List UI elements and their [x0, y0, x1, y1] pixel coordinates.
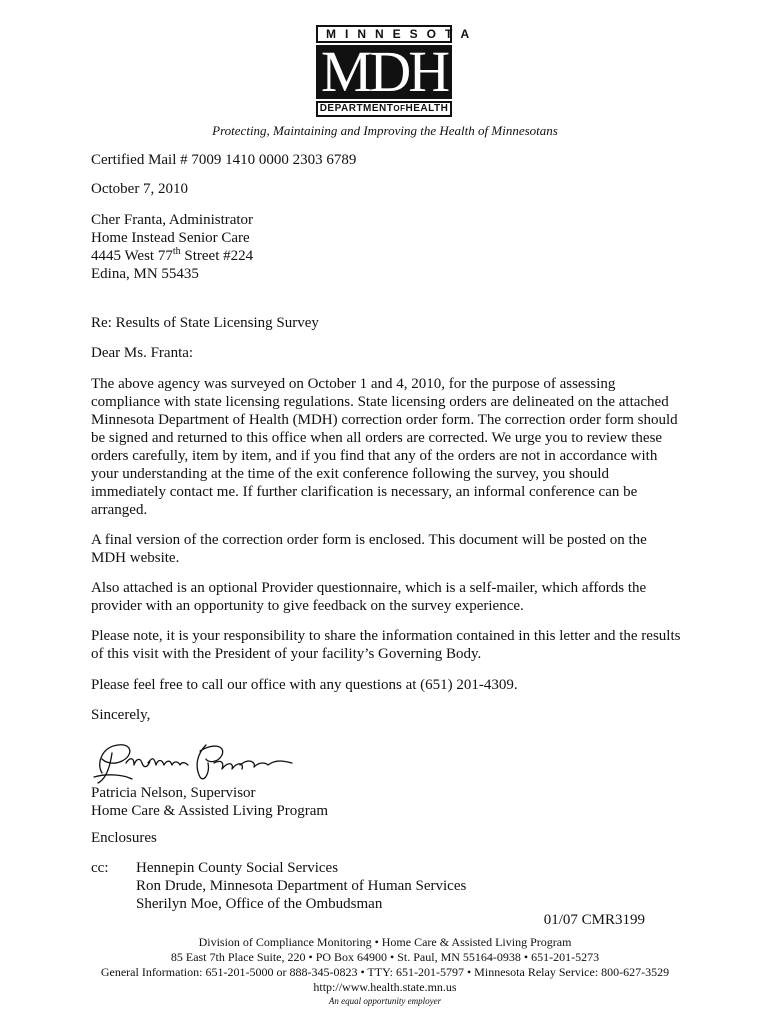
logo-of-word: OF — [393, 104, 406, 113]
recipient-street — [91, 247, 691, 265]
paragraph-questionnaire: Also attached is an optional Provider questionnaire, which is a self-mailer, which affords the provider with an opportunity to give feedback on the survey experience. — [91, 580, 647, 614]
signer-program: Home Care & Assisted Living Program — [91, 803, 329, 819]
recipient-address — [91, 211, 691, 283]
footer-address: 85 East 7th Place Suite, 220 • PO Box 64900 • St. Paul, MN 55164-0938 • 651-201-5273 — [170, 950, 600, 964]
paragraph-contact: Please feel free to call our office with any questions at (651) 201-4309. — [91, 677, 518, 693]
recipient-city: Edina, MN 55435 — [91, 266, 199, 282]
cc-recipient: Sherilyn Moe, Office of the Ombudsman — [136, 896, 383, 912]
cc-recipient: Hennepin County Social Services — [136, 860, 339, 876]
form-code: 01/07 CMR3199 — [543, 912, 645, 928]
logo-health-word: HEALTH — [405, 103, 449, 114]
street-rest: Street #224 — [180, 248, 254, 264]
paragraph-survey-results: The above agency was surveyed on October 1 and 4, 2010, for the purpose of assessing compliance with state licensing regulations. State licensing orders are delineated on the attached Minnesota Department of Health (MDH) correction order form. The correction order form should be signed and returned to this office when all orders are corrected. We urge you to review these orders carefully, item by item, and if you find that any of the orders are not in accordance with your understanding at the time of the exit conference following the survey, you should immediately contact me. If further clarification is necessary, an informal conference can be arranged. — [91, 376, 678, 518]
signature-block — [91, 784, 691, 820]
letter-date: October 7, 2010 — [91, 181, 189, 197]
paragraph-responsibility: Please note, it is your responsibility to share the information contained in this letter and the results of this visit with the President of your facility’s Governing Body. — [91, 628, 681, 662]
subject-line: Re: Results of State Licensing Survey — [91, 315, 319, 331]
street-suffix: th — [172, 246, 181, 257]
paragraph-final-version: A final version of the correction order form is enclosed. This document will be posted on the MDH website. — [91, 532, 647, 566]
tagline: Protecting, Maintaining and Improving the Health of Minnesotans — [212, 123, 558, 138]
closing: Sincerely, — [91, 707, 151, 723]
handwritten-signature — [88, 733, 298, 788]
recipient-name: Cher Franta, Administrator — [91, 212, 254, 228]
footer-division: Division of Compliance Monitoring • Home Care & Assisted Living Program — [198, 935, 572, 949]
street-number: 4445 West 77 — [91, 248, 173, 264]
cc-list — [136, 859, 466, 913]
certified-mail-number: Certified Mail # 7009 1410 0000 2303 6789 — [91, 152, 357, 168]
mdh-logo — [316, 25, 479, 117]
enclosures-note: Enclosures — [91, 830, 157, 846]
logo-department — [316, 101, 452, 117]
signer-name: Patricia Nelson, Supervisor — [91, 785, 256, 801]
footer-equal-opportunity: An equal opportunity employer — [328, 996, 442, 1006]
footer-website: http://www.health.state.mn.us — [313, 980, 457, 994]
logo-department-word: DEPARTMENT — [319, 103, 394, 114]
cc-recipient: Ron Drude, Minnesota Department of Human Services — [136, 878, 467, 894]
footer-phone-numbers: General Information: 651-201-5000 or 888-345-0823 • TTY: 651-201-5797 • Minnesota Relay Service: 800-627-3529 — [100, 965, 670, 979]
logo-state-name: MINNESOTA — [316, 25, 452, 43]
cc-label: cc: — [91, 860, 109, 876]
recipient-org: Home Instead Senior Care — [91, 230, 250, 246]
logo-acronym: MDH — [316, 45, 452, 99]
salutation: Dear Ms. Franta: — [91, 345, 194, 361]
